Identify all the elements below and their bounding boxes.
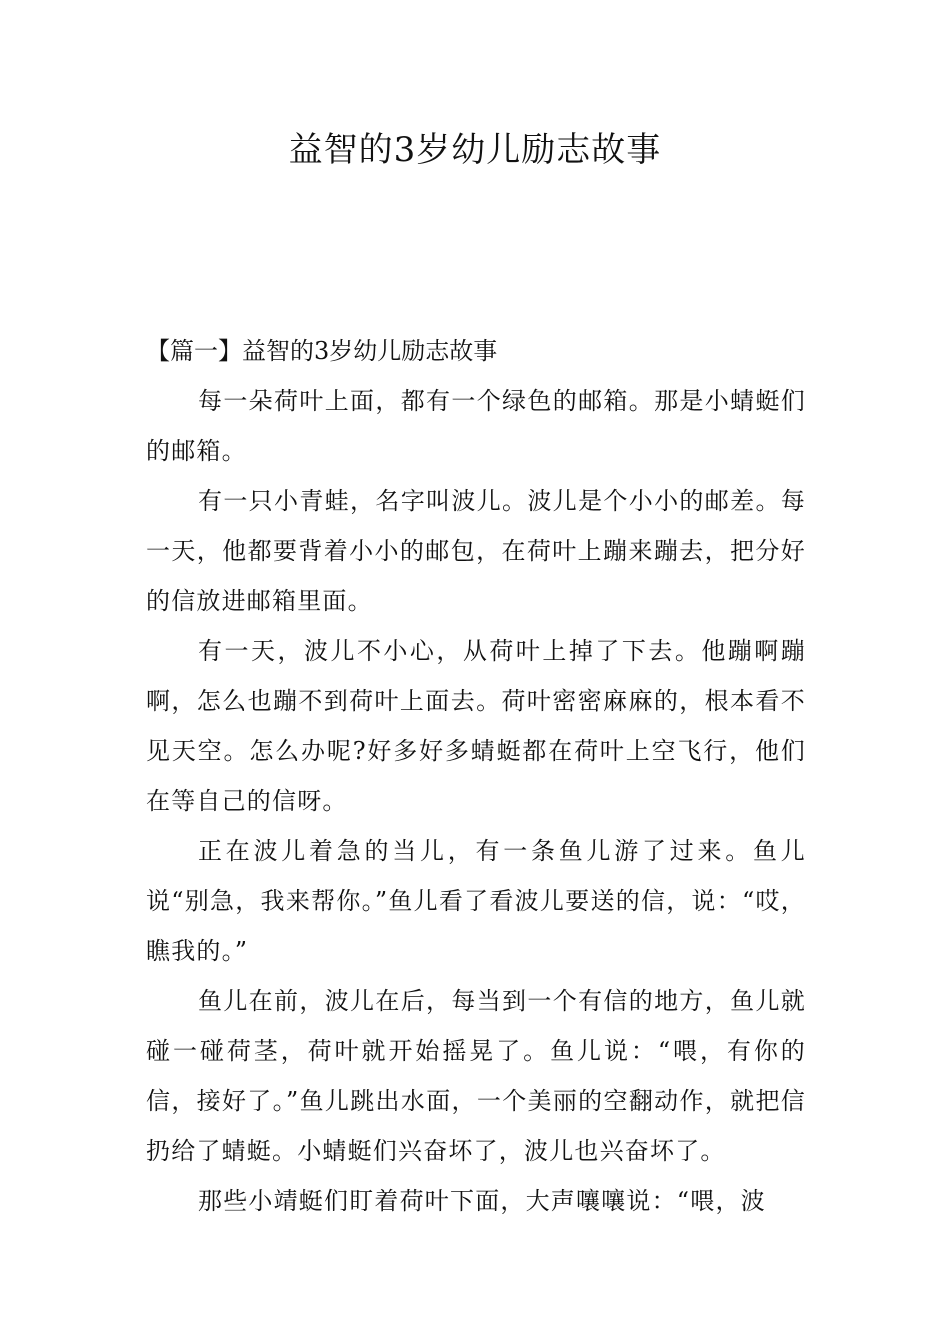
paragraph-2: 有一只小青蛙，名字叫波儿。波儿是个小小的邮差。每一天，他都要背着小小的邮包，在荷叶上蹦来蹦去，把分好的信放进邮箱里面。: [146, 487, 806, 615]
section-heading: 【篇一】益智的3岁幼儿励志故事: [146, 337, 498, 365]
document-body: [146, 326, 806, 1226]
paragraph-4: 正在波儿着急的当儿，有一条鱼儿游了过来。鱼儿说“别急，我来帮你。”鱼儿看了看波儿要送的信，说：“哎，瞧我的。”: [146, 837, 806, 965]
document-title: 益智的3岁幼儿励志故事: [288, 130, 662, 170]
paragraph-3: 有一天，波儿不小心，从荷叶上掉了下去。他蹦啊蹦啊，怎么也蹦不到荷叶上面去。荷叶密密麻麻的，根本看不见天空。怎么办呢?好多好多蜻蜓都在荷叶上空飞行，他们在等自己的信呀。: [146, 637, 806, 815]
paragraph-6: 那些小靖蜓们盯着荷叶下面，大声嚷嚷说：“喂，波: [198, 1187, 766, 1215]
paragraph-1: 每一朵荷叶上面，都有一个绿色的邮箱。那是小蜻蜓们的邮箱。: [146, 387, 806, 465]
paragraph-5: 鱼儿在前，波儿在后，每当到一个有信的地方，鱼儿就碰一碰荷茎，荷叶就开始摇晃了。鱼儿说：“喂，有你的信，接好了。”鱼儿跳出水面，一个美丽的空翻动作，就把信扔给了蜻蜓。小蜻蜓们兴奋坏了，波儿也兴奋坏了。: [146, 987, 806, 1165]
